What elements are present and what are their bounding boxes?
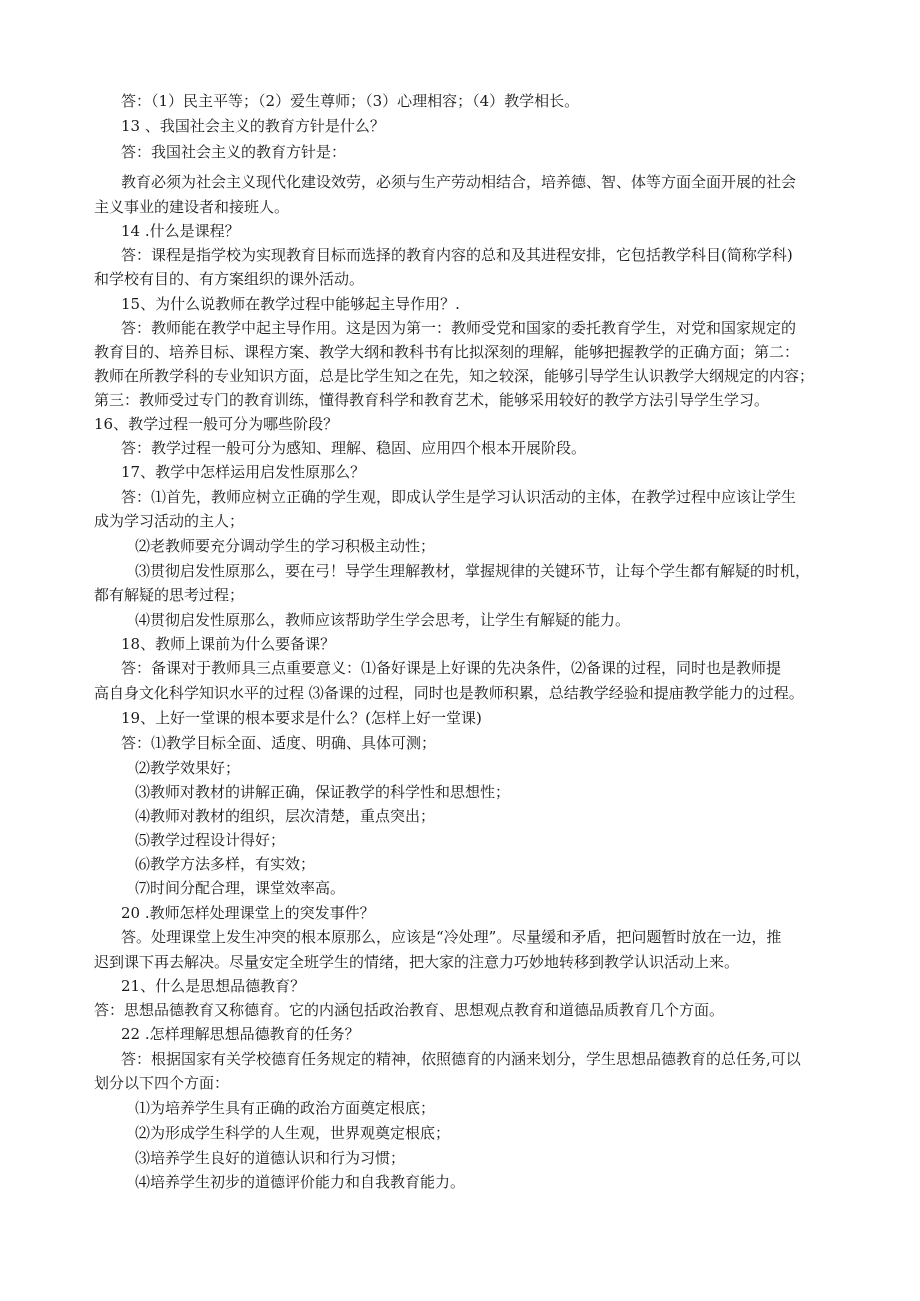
text-line: 主义事业的建设者和接班人。 — [94, 198, 290, 216]
text-line: 答：思想品德教育又称德育。它的内涵包括政治教育、思想观点教育和道德品质教育几个方面。 — [94, 1001, 725, 1019]
text-line: 答：根据国家有关学校德育任务规定的精神，依照德育的内涵来划分，学生思想品德教育的总任务,可以 — [121, 1050, 801, 1068]
text-line: 答：教师能在教学中起主导作用。这是因为第一：教师受党和国家的委托教育学生，对党和国家规定的 — [121, 319, 797, 337]
text-line: ⑺时间分配合理，课堂效率高。 — [135, 879, 346, 897]
text-line: 19、上好一堂课的根本要求是什么？(怎样上好一堂课) — [121, 709, 482, 727]
text-line: 和学校有目的、有方案组织的课外活动。 — [94, 270, 365, 288]
text-line: ⑹教学方法多样，有实效； — [135, 855, 316, 873]
text-line: 答：我国社会主义的教育方针是： — [121, 143, 347, 161]
text-line: 答：⑴教学目标全面、适度、明确、具体可测； — [121, 734, 437, 752]
text-line: ⑸教学过程设计得好； — [135, 831, 286, 849]
text-line: 13 、我国社会主义的教育方针是什么？ — [121, 117, 385, 135]
text-line: 迟到课下再去解决。尽量安定全班学生的情绪，把大家的注意力巧妙地转移到教学认识活动上来。 — [94, 953, 740, 971]
text-line: 16、教学过程一般可分为哪些阶段？ — [94, 415, 339, 433]
text-line: 答：课程是指学校为实现教育目标而选择的教育内容的总和及其进程安排，它包括教学科目(简称学科) — [121, 246, 793, 264]
text-line: 答。处理课堂上发生冲突的根本原那么，应该是“冷处理”。尽量缓和矛盾，把问题暂时放在一边，推 — [121, 928, 782, 946]
text-line: 17、教学中怎样运用启发性原那么？ — [121, 463, 366, 481]
text-line: ⑶培养学生良好的道德认识和行为习惯； — [135, 1149, 406, 1167]
text-line: 答：（1）民主平等；（2）爱生尊师；（3）心理相容；（4）教学相长。 — [121, 92, 580, 110]
text-line: 答：教学过程一般可分为感知、理解、稳固、应用四个根本开展阶段。 — [121, 439, 587, 457]
text-line: ⑴为培养学生具有正确的政治方面奠定根底； — [135, 1099, 436, 1117]
text-line: 教师在所教学科的专业知识方面，总是比学生知之在先，知之较深，能够引导学生认识教学大纲规定的内容； — [94, 367, 815, 385]
text-line: 21、什么是思想品德教育？ — [121, 977, 306, 995]
text-line: ⑷培养学生初步的道德评价能力和自我教育能力。 — [135, 1173, 466, 1191]
text-line: 20 .教师怎样处理课堂上的突发事件？ — [121, 904, 375, 922]
text-line: 教育必须为社会主义现代化建设效劳，必须与生产劳动相结合，培养德、智、体等方面全面开展的社会 — [121, 173, 797, 191]
text-line: 成为学习活动的主人； — [94, 512, 245, 530]
text-line: ⑶教师对教材的讲解正确，保证教学的科学性和思想性； — [135, 783, 511, 801]
text-line: 第三：教师受过专门的教育训练，懂得教育科学和教育艺术，能够采用较好的教学方法引导学生学习。 — [94, 391, 770, 409]
text-line: 14 .什么是课程？ — [121, 222, 240, 240]
text-line: 教育目的、培养目标、课程方案、教学大纲和教科书有比拟深刻的理解，能够把握教学的正确方面；第二： — [94, 343, 800, 361]
text-line: ⑷教师对教材的组织，层次清楚，重点突出； — [135, 807, 436, 825]
text-line: ⑶贯彻启发性原那么，要在弓！导学生理解教材，掌握规律的关键环节，让每个学生都有解疑的时机， — [135, 562, 811, 580]
text-line: ⑷贯彻启发性原那么，教师应该帮助学生学会思考，让学生有解疑的能力。 — [135, 611, 631, 629]
text-line: 15、为什么说教师在教学过程中能够起主导作用？. — [121, 295, 460, 313]
text-line: 答：⑴首先，教师应树立正确的学生观，即成认学生是学习认识活动的主体，在教学过程中应该让学生 — [121, 488, 797, 506]
text-line: 18、教师上课前为什么要备课？ — [121, 635, 336, 653]
text-line: 答：备课对于教师具三点重要意义：⑴备好课是上好课的先决条件，⑵备课的过程，同时也是教师提 — [121, 659, 782, 677]
text-line: 高自身文化科学知识水平的过程 ⑶备课的过程，同时也是教师积累，总结教学经验和提庙教学能力的过程。 — [94, 684, 804, 702]
text-line: ⑵教学效果好； — [135, 759, 241, 777]
text-line: 划分以下四个方面： — [94, 1074, 230, 1092]
text-line: ⑵老教师要充分调动学生的学习积极主动性； — [135, 537, 436, 555]
text-line: 22 .怎样理解思想品德教育的任务？ — [121, 1025, 360, 1043]
text-line: ⑵为形成学生科学的人生观，世界观奠定根底； — [135, 1124, 451, 1142]
text-line: 都有解疑的思考过程； — [94, 586, 245, 604]
